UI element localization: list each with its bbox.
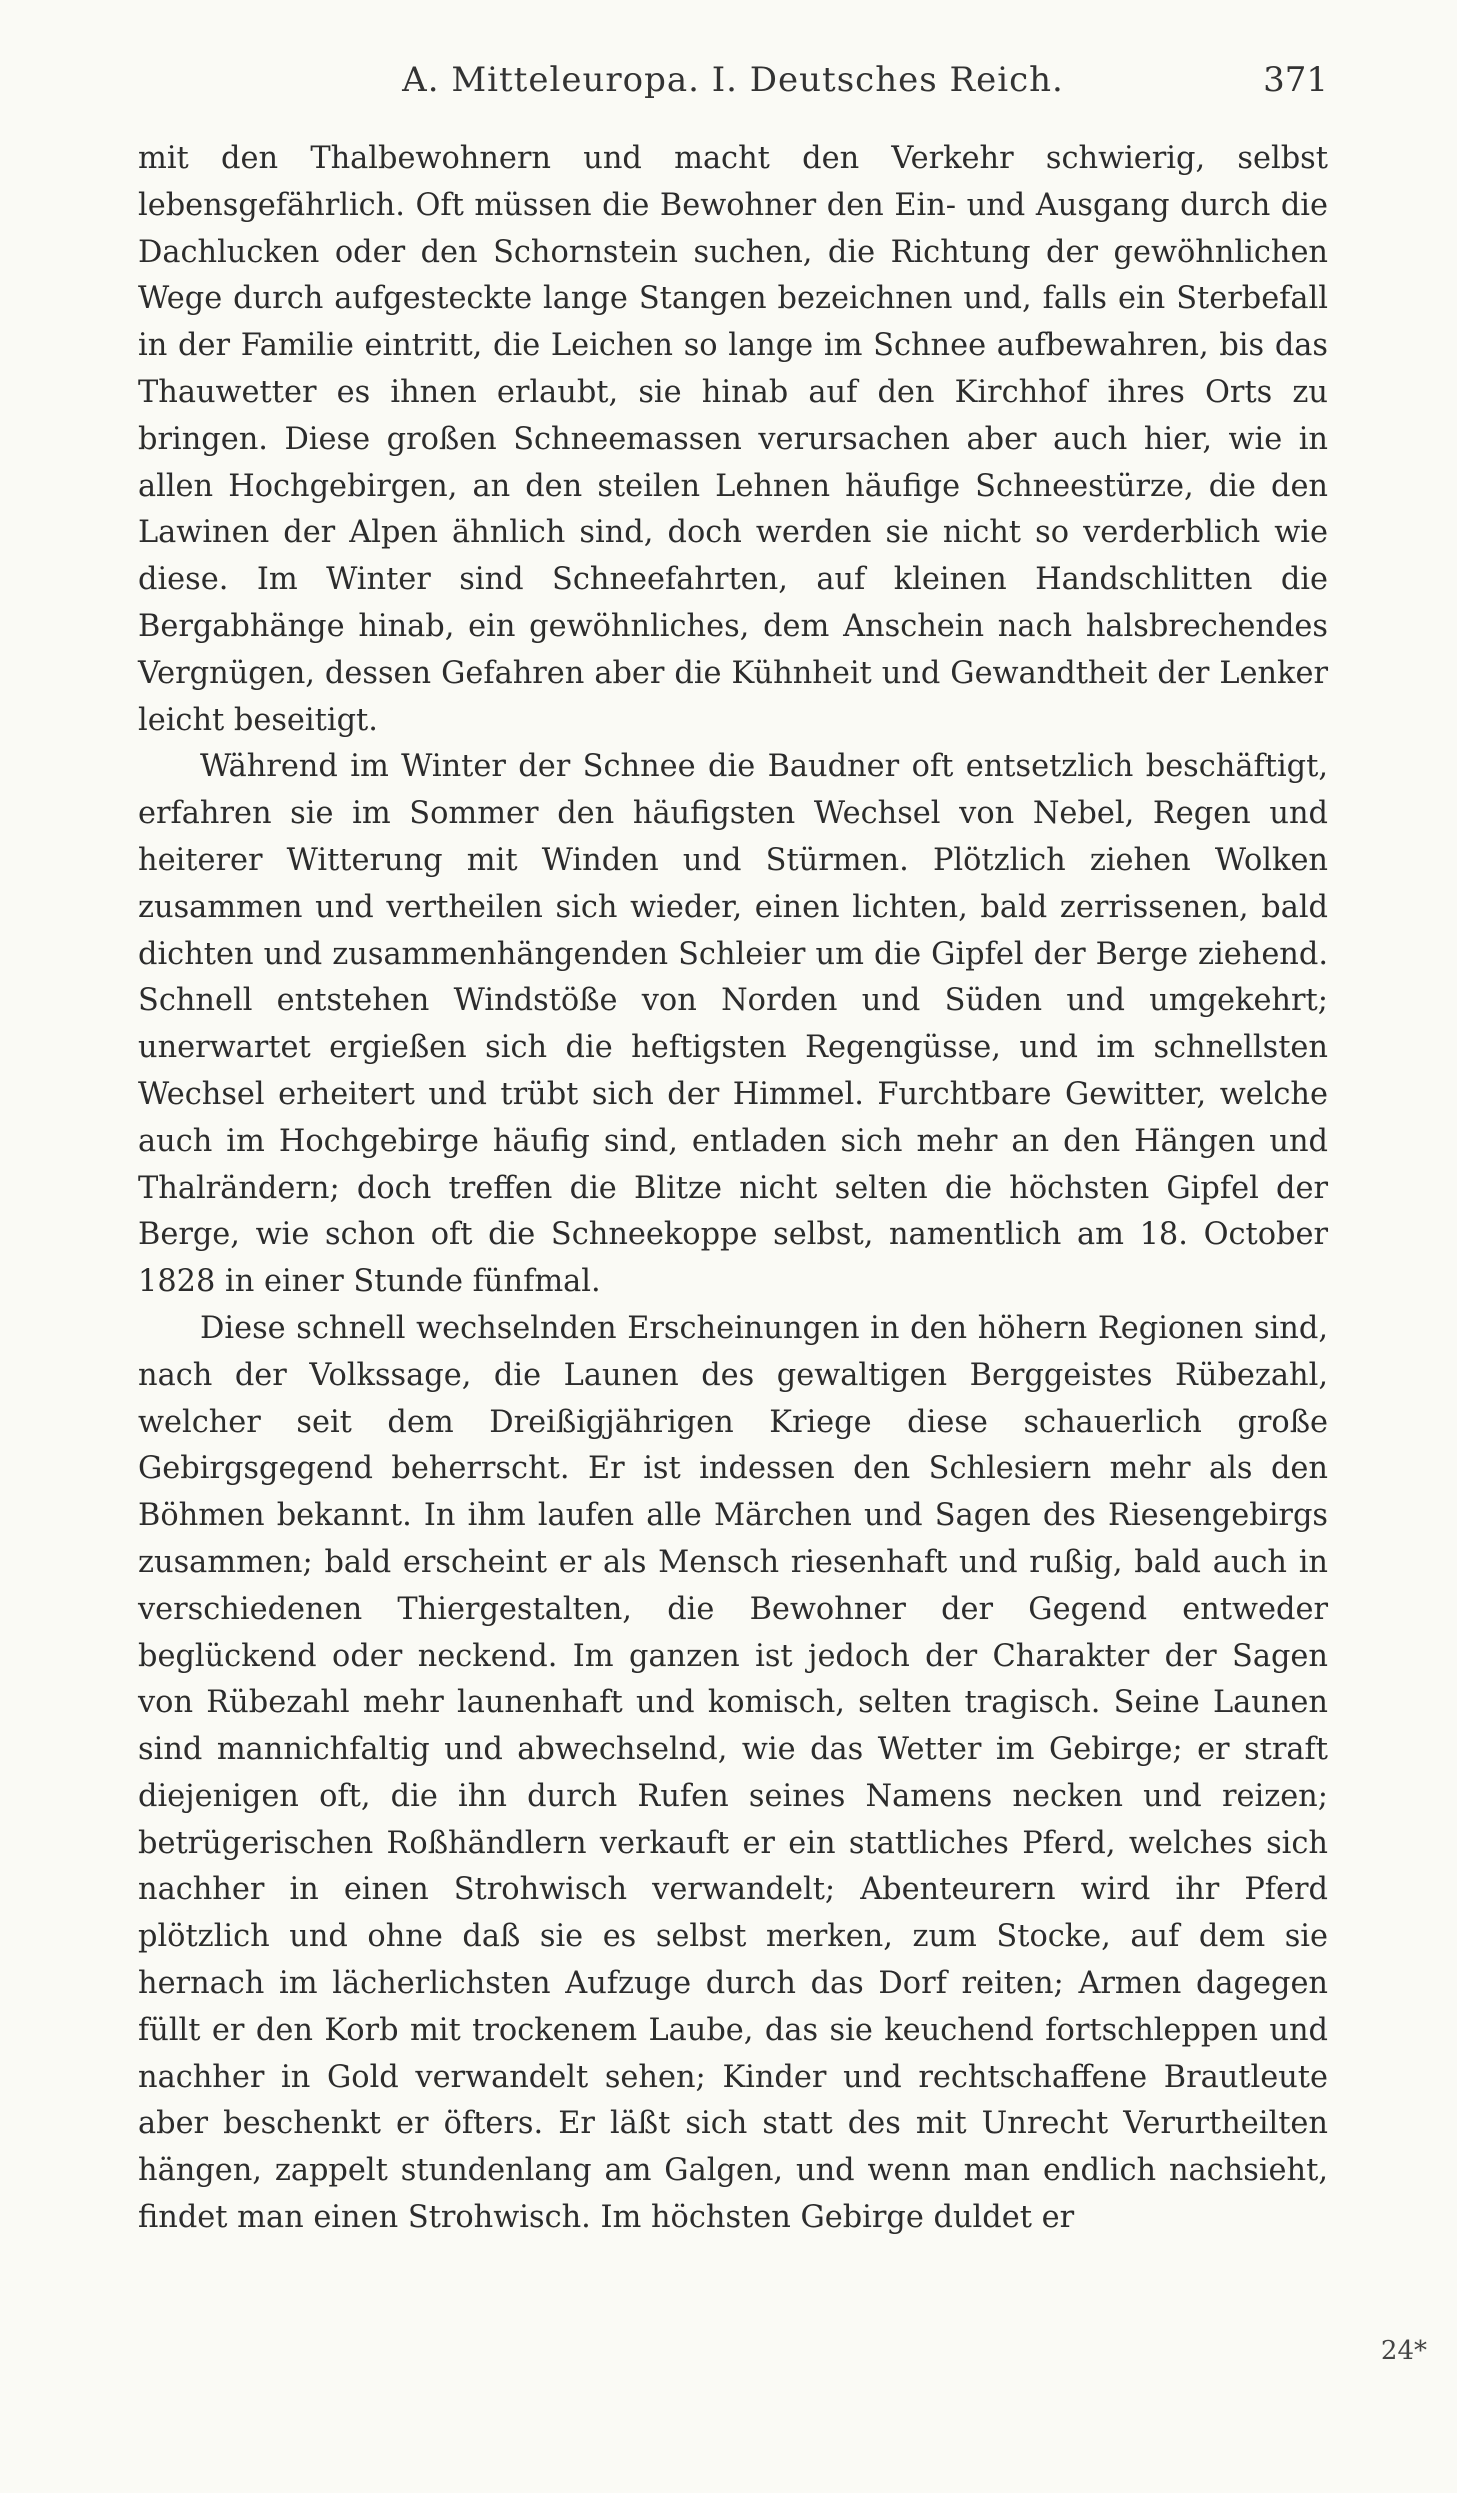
paragraph-3: Diese schnell wechselnden Erscheinungen in den höhern Regionen sind, nach der Volkssage, die Launen des gewaltigen Berggeistes Rübezahl, welcher seit dem Dreißigjährigen Kriege diese schauerlich große Gebirgsgegend beherrscht. Er ist indessen den Schlesiern mehr als den Böhmen bekannt. In ihm laufen alle Märchen und Sagen des Riesengebirgs zusammen; bald erscheint er als Mensch riesenhaft und rußig, bald auch in verschiedenen Thiergestalten, die Bewohner der Gegend entweder beglückend oder neckend. Im ganzen ist jedoch der Charakter der Sagen von Rübezahl mehr launenhaft und komisch, selten tragisch. Seine Launen sind mannichfaltig und abwechselnd, wie das Wetter im Gebirge; er straft diejenigen oft, die ihn durch Rufen seines Namens necken und reizen; betrügerischen Roßhändlern verkauft er ein stattliches Pferd, welches sich nachher in einen Strohwisch verwandelt; Abenteurern wird ihr Pferd plötzlich und ohne daß sie es selbst merken, zum Stocke, auf dem sie hernach im lächerlichsten Aufzuge durch das Dorf reiten; Armen dagegen füllt er den Korb mit trockenem Laube, das sie keuchend fortschleppen und nachher in Gold verwandelt sehen; Kinder und rechtschaffene Brautleute aber beschenkt er öfters. Er läßt sich statt des mit Unrecht Verurtheilten hängen, zappelt stundenlang am Galgen, und wenn man endlich nachsieht, findet man einen Strohwisch. Im höchsten Gebirge duldet er (138, 1310, 1328, 2236)
running-head (138, 60, 1328, 116)
body-text (138, 136, 1328, 2242)
running-title: A. Mitteleuropa. I. Deutsches Reich. (402, 60, 1064, 100)
page-number: 371 (1263, 60, 1328, 100)
printer-signature: 24* (1380, 2336, 1427, 2366)
page (138, 60, 1328, 2242)
paragraph-2: Während im Winter der Schnee die Baudner oft entsetzlich beschäftigt, erfahren sie im Sommer den häufigsten Wechsel von Nebel, Regen und heiterer Witterung mit Winden und Stürmen. Plötzlich ziehen Wolken zusammen und vertheilen sich wieder, einen lichten, bald zerrissenen, bald dichten und zusammenhängenden Schleier um die Gipfel der Berge ziehend. Schnell entstehen Windstöße von Norden und Süden und umgekehrt; unerwartet ergießen sich die heftigsten Regengüsse, und im schnellsten Wechsel erheitert und trübt sich der Himmel. Furchtbare Gewitter, welche auch im Hochgebirge häufig sind, entladen sich mehr an den Hängen und Thalrändern; doch treffen die Blitze nicht selten die höchsten Gipfel der Berge, wie schon oft die Schneekoppe selbst, namentlich am 18. October 1828 in einer Stunde fünfmal. (138, 749, 1328, 1300)
paragraph-1: mit den Thalbewohnern und macht den Verkehr schwierig, selbst lebensgefährlich. Oft müssen die Bewohner den Ein- und Ausgang durch die Dachlucken oder den Schornstein suchen, die Richtung der gewöhnlichen Wege durch aufgesteckte lange Stangen bezeichnen und, falls ein Sterbefall in der Familie eintritt, die Leichen so lange im Schnee aufbewahren, bis das Thauwetter es ihnen erlaubt, sie hinab auf den Kirchhof ihres Orts zu bringen. Diese großen Schneemassen verursachen aber auch hier, wie in allen Hochgebirgen, an den steilen Lehnen häufige Schneestürze, die den Lawinen der Alpen ähnlich sind, doch werden sie nicht so verderblich wie diese. Im Winter sind Schneefahrten, auf kleinen Handschlitten die Bergabhänge hinab, ein gewöhnliches, dem Anschein nach halsbrechendes Vergnügen, dessen Gefahren aber die Kühnheit und Gewandtheit der Lenker leicht beseitigt. (138, 141, 1328, 738)
